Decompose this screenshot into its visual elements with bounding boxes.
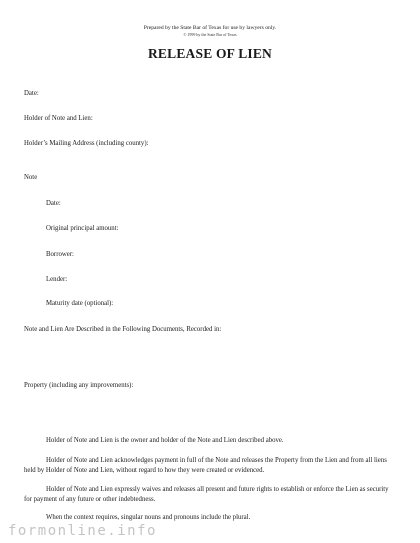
paragraph-ownership: Holder of Note and Lien is the owner and holder of the Note and Lien described above. [46, 437, 284, 444]
holder-address-label: Holder’s Mailing Address (including county): [24, 140, 149, 147]
copyright-notice: © 1999 by the State Bar of Texas [183, 32, 237, 37]
date-label: Date: [24, 90, 39, 97]
paragraph-release: Holder of Note and Lien acknowledges payment in full of the Note and releases the Property from the Lien and from all liens held by Holder of Note and Lien, without regard to how they were created or evidenced. [24, 457, 387, 474]
note-date-label: Date: [46, 200, 61, 207]
paragraph-plural: When the context requires, singular nouns and pronouns include the plural. [46, 514, 251, 521]
property-label: Property (including any improvements): [24, 382, 134, 389]
watermark: formonline.info [8, 523, 157, 539]
borrower-label: Borrower: [46, 251, 74, 258]
maturity-label: Maturity date (optional): [46, 300, 114, 307]
original-principal-label: Original principal amount: [46, 225, 119, 232]
prepared-by-notice: Prepared by the State Bar of Texas for use by lawyers only. [143, 25, 277, 31]
holder-label: Holder of Note and Lien: [24, 115, 93, 122]
note-heading: Note [24, 174, 38, 181]
lender-label: Lender: [46, 276, 68, 283]
recording-documents-label: Note and Lien Are Described in the Following Documents, Recorded in: [24, 326, 222, 333]
paragraph-waiver: Holder of Note and Lien expressly waives and releases all present and future rights to establish or enforce the Lien as security for payment of any future or other indebtedness. [24, 486, 389, 503]
document-title: RELEASE OF LIEN [147, 46, 273, 61]
